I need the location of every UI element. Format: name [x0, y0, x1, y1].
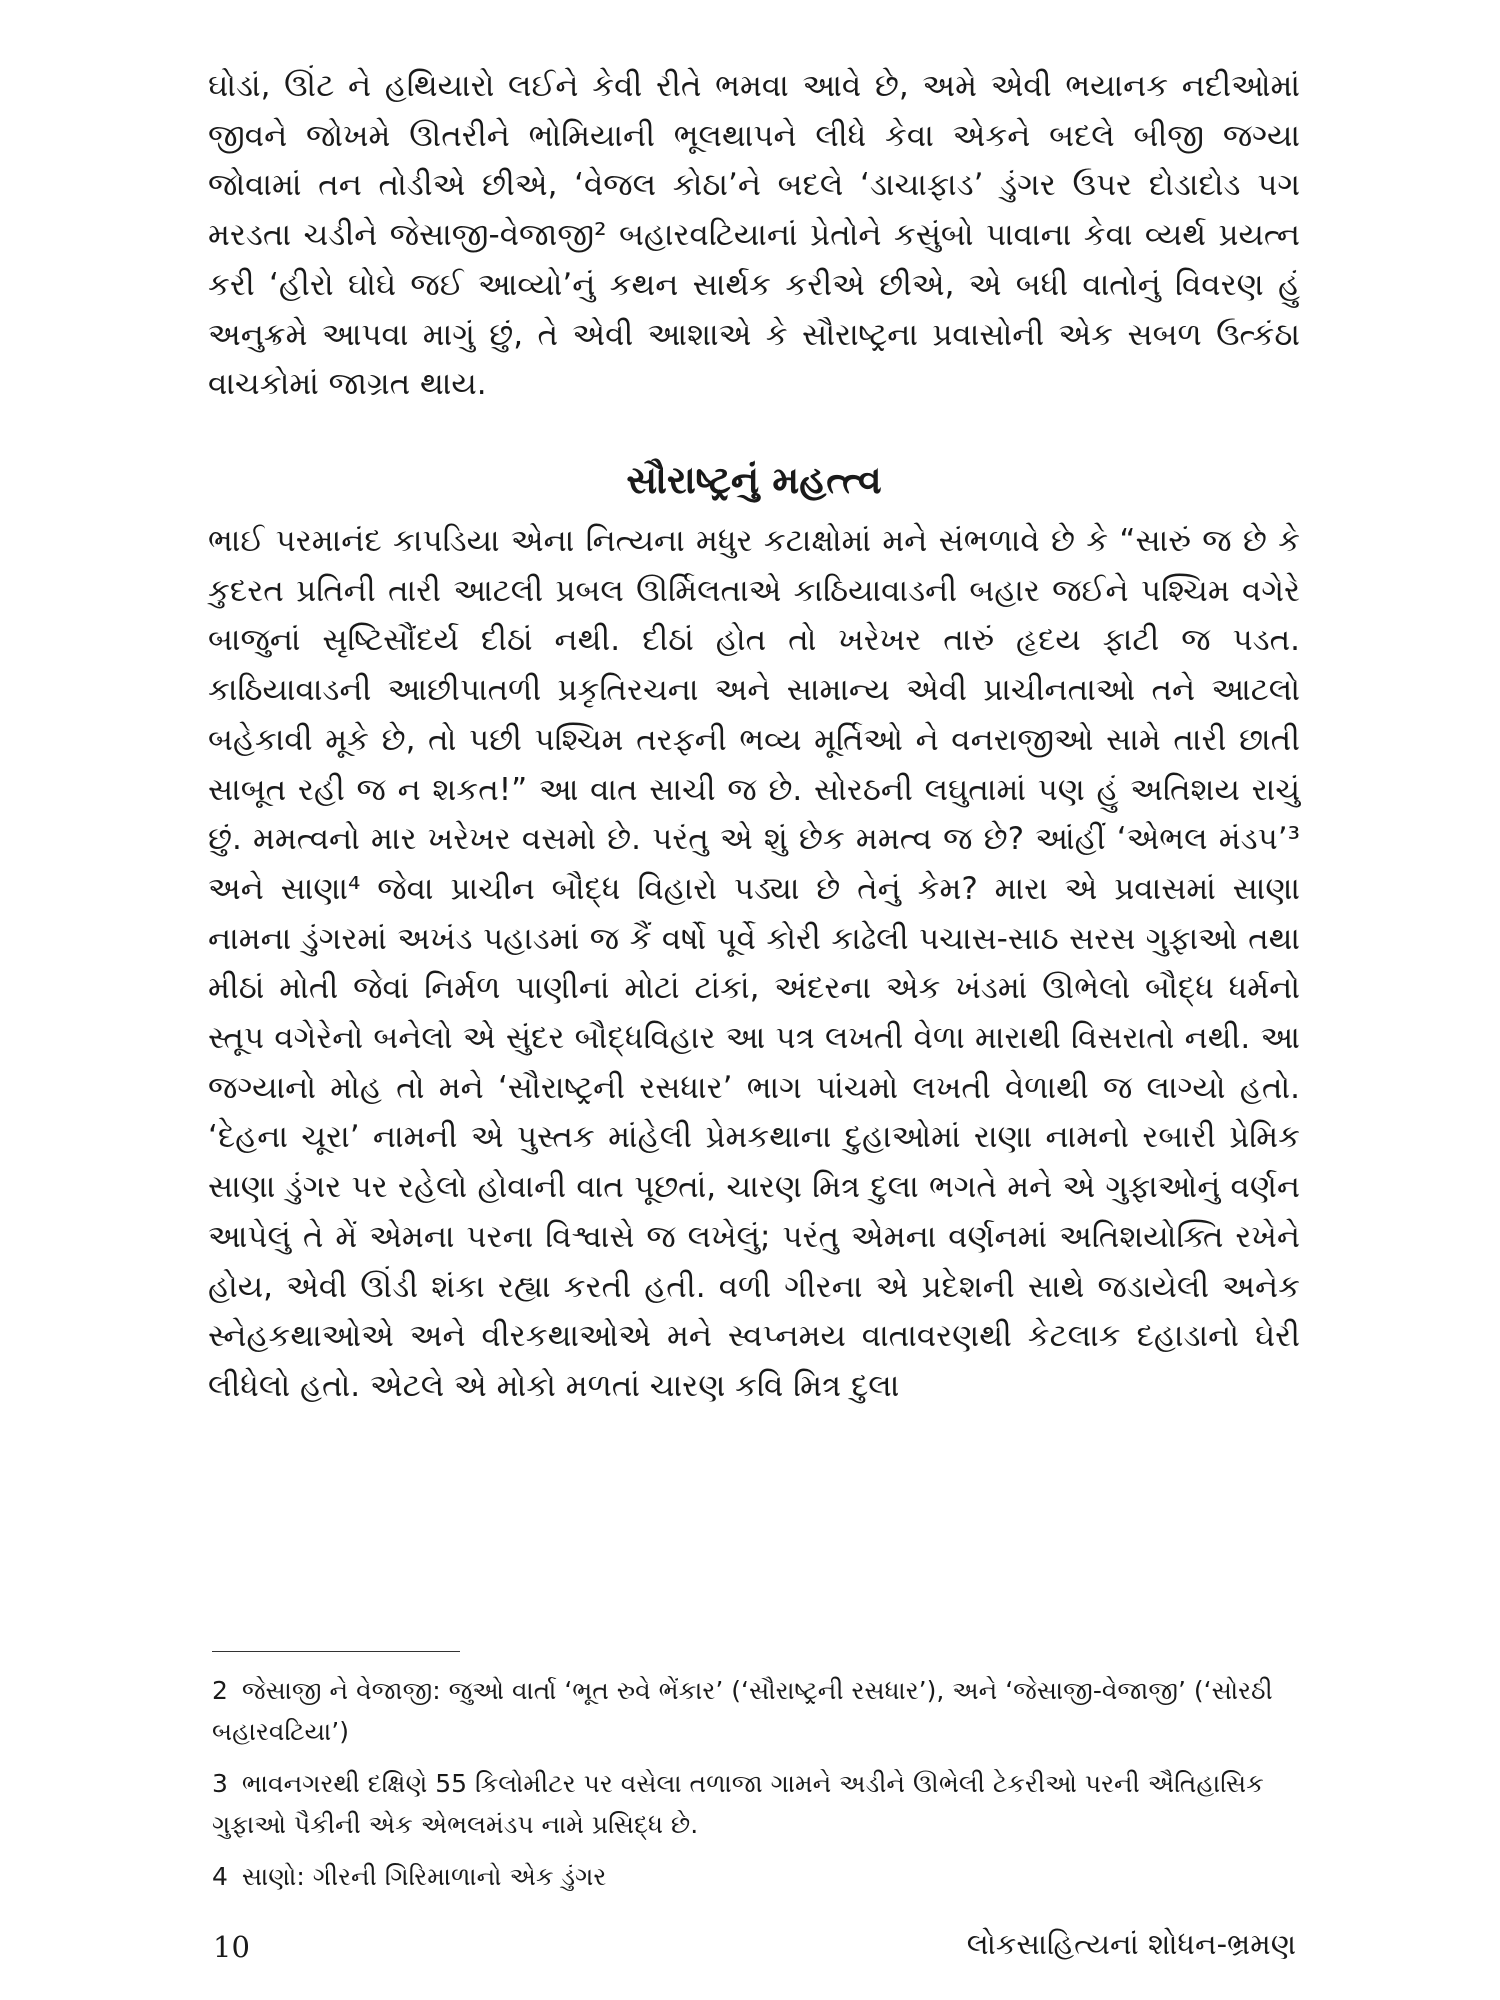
main-paragraph: ભાઈ પરમાનંદ કાપડિયા એના નિત્યના મધુર કટાક્ષોમાં મને સંભળાવે છે કે “સારું જ છે કે કુદરત પ્રતિની તારી આટલી પ્રબલ ઊર્મિલતાએ કાઠિયાવાડની બહાર જઈને પશ્ચિમ વગેરે બાજુનાં સૃષ્ટિસૌંદર્ય દીઠાં નથી. દીઠાં હોત તો ખરેખર તારું હૃદય ફાટી જ પડત. કાઠિયાવાડની આછીપાતળી પ્રકૃતિરચના અને સામાન્ય એવી પ્રાચીનતાઓ તને આટલો બહેકાવી મૂકે છે, તો પછી પશ્ચિમ તરફની ભવ્ય મૂર્તિઓ ને વનરાજીઓ સામે તારી છાતી સાબૂત રહી જ ન શકત!” આ વાત સાચી જ છે. સોરઠની લઘુતામાં પણ હું અતિશય રાચું છું. મમત્વનો માર ખરેખર વસમો છે. પરંતુ એ શું છેક મમત્વ જ છે? આંહીં ‘એભલ મંડપ’³ અને સાણા⁴ જેવા પ્રાચીન બૌદ્ધ વિહારો પડ્યા છે તેનું કેમ? મારા એ પ્રવાસમાં સાણા નામના ડુંગરમાં અખંડ પહાડમાં જ કૈં વર્ષો પૂર્વે કોરી કાઢેલી પચાસ-સાઠ સરસ ગુફાઓ તથા મીઠાં મોતી જેવાં નિર્મળ પાણીનાં મોટાં ટાંકાં, અંદરના એક ખંડમાં ઊભેલો બૌદ્ધ ધર્મનો સ્તૂપ વગેરેનો બનેલો એ સુંદર બૌદ્ધવિહાર આ પત્ર લખતી વેળા મારાથી વિસરાતો નથી. આ જગ્યાનો મોહ તો મને ‘સૌરાષ્ટ્રની રસધાર’ ભાગ પાંચમો લખતી વેળાથી જ લાગ્યો હતો. ‘દેહના ચૂરા’ નામની એ પુસ્તક માંહેલી પ્રેમકથાના દુહાઓમાં રાણા નામનો રબારી પ્રેમિક સાણા ડુંગર પર રહેલો હોવાની વાત પૂછતાં, ચારણ મિત્ર દુલા ભગતે મને એ ગુફાઓનું વર્ણન આપેલું તે મેં એમના પરના વિશ્વાસે જ લખેલું; પરંતુ એમના વર્ણનમાં અતિશયોક્તિ રખેને હોય, એવી ઊંડી શંકા રહ્યા કરતી હતી. વળી ગીરના એ પ્રદેશની સાથે જડાયેલી અનેક સ્નેહકથાઓએ અને વીરકથાઓએ મને સ્વપ્નમય વાતાવરણથી કેટલાક દહાડાનો ઘેરી લીધેલો હતો. એટલે એ મોકો મળતાં ચારણ કવિ મિત્ર દુલા [208, 523, 1300, 1404]
page-number: 10 [213, 1930, 250, 1964]
footnote-text: સાણો: ગીરની ગિરિમાળાનો એક ડુંગર [241, 1862, 607, 1891]
footnote-divider [212, 1651, 460, 1652]
footnote-text: જેસાજી ને વેજાજી: જુઓ વાર્તા ‘ભૂત રુવે ભેંકાર’ (‘સૌરાષ્ટ્રની રસધાર’), અને ‘જેસાજી-વેજાજી’ (‘સોરઠી બહારવટિયા’) [212, 1676, 1273, 1746]
section-heading: સૌરાષ્ટ્રનું મહત્ત્વ [626, 458, 882, 502]
footnote-number: 3 [212, 1769, 228, 1798]
footnote-number: 2 [212, 1676, 228, 1705]
footnotes [212, 1670, 1300, 1908]
intro-paragraph: ઘોડાં, ઊંટ ને હથિયારો લઈને કેવી રીતે ભમવા આવે છે, અમે એવી ભયાનક નદીઓમાં જીવને જોખમે ઊતરીને ભોમિયાની ભૂલથાપને લીધે કેવા એકને બદલે બીજી જગ્યા જોવામાં તન તોડીએ છીએ, ‘વેજલ કોઠા’ને બદલે ‘ડાચાફાડ’ ડુંગર ઉપર દોડાદોડ પગ મરડતા ચડીને જેસાજી-વેજાજી² બહારવટિયાનાં પ્રેતોને કસુંબો પાવાના કેવા વ્યર્થ પ્રયત્ન કરી ‘હીરો ઘોઘે જઈ આવ્યો’નું કથન સાર્થક કરીએ છીએ, એ બધી વાતોનું વિવરણ હું અનુક્રમે આપવા માગું છું, તે એવી આશાએ કે સૌરાષ્ટ્રના પ્રવાસોની એક સબળ ઉત્કંઠા વાચકોમાં જાગ્રત થાય. [208, 68, 1300, 403]
footnote-number: 4 [212, 1862, 228, 1891]
footnote-4 [212, 1856, 1300, 1897]
footnote-3 [212, 1763, 1300, 1845]
footnote-2 [212, 1670, 1300, 1752]
running-footer-title: લોકસાહિત્યનાં શોધન-ભ્રમણ [966, 1927, 1296, 1961]
footnote-text: ભાવનગરથી દક્ષિણે 55 કિલોમીટર પર વસેલા તળાજા ગામને અડીને ઊભેલી ટેકરીઓ પરની ઐતિહાસિક ગુફાઓ પૈકીની એક એભલમંડપ નામે પ્રસિદ્ધ છે. [212, 1769, 1264, 1839]
